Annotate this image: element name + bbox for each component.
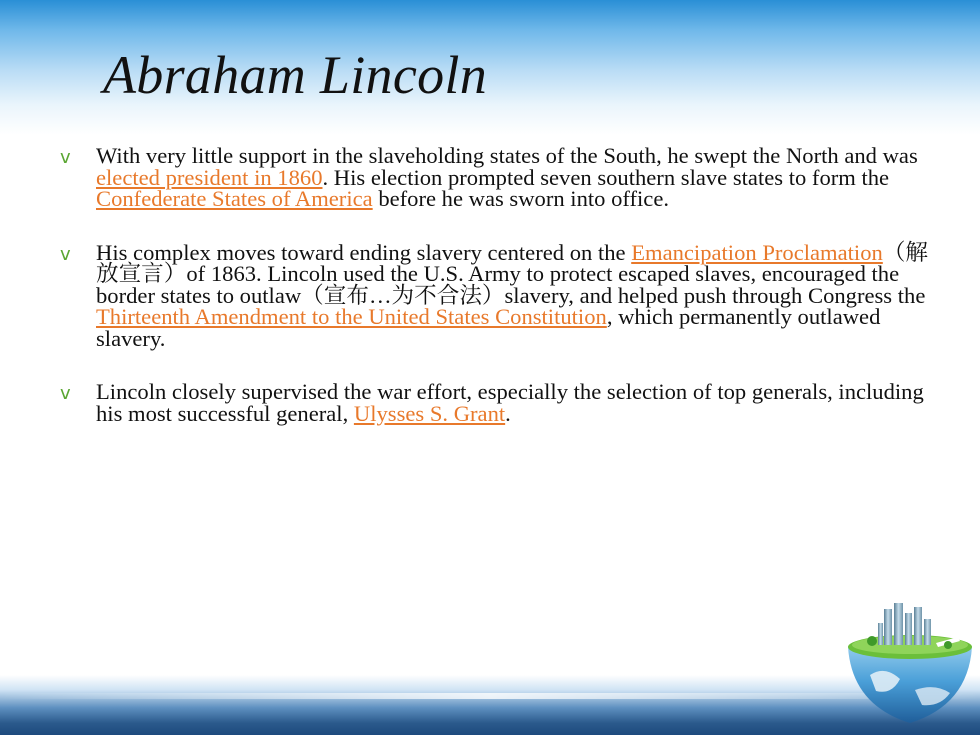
link-emancipation-proclamation[interactable]: Emancipation Proclamation [631, 239, 883, 265]
link-thirteenth-amendment[interactable]: Thirteenth Amendment to the United States Constitution [96, 304, 607, 329]
bullet-text: . His election prompted seven southern slave states to form the [322, 164, 890, 190]
slide-title: Abraham Lincoln [103, 45, 488, 105]
bullet-text: Lincoln closely supervised the war effort, especially the selection of top generals, including his most successful general, [96, 379, 924, 426]
bottom-decoration-band [0, 675, 980, 735]
bullet-text: His complex moves toward ending slavery centered on the [96, 239, 632, 265]
bullet-item [60, 239, 930, 351]
bullet-text: （解放宣言）of 1863. Lincoln used the U.S. Army to protect escaped slaves, encouraged the border states to outlaw（宣布…为不合法）slavery, and helped push through Congress the [96, 239, 928, 308]
link-confederate-states[interactable]: Confederate States of America [96, 186, 373, 211]
city-globe-icon [840, 595, 980, 730]
bullet-item [60, 145, 930, 210]
bullet-list [60, 145, 930, 424]
bullet-text: before he was sworn into office. [372, 186, 670, 211]
bullet-item [60, 381, 930, 424]
bullet-text: With very little support in the slaveholding states of the South, he swept the North and was [96, 143, 918, 168]
bullet-marker-icon: v [60, 383, 71, 404]
bullet-text: . [505, 400, 511, 426]
bullet-marker-icon: v [60, 147, 71, 168]
link-elected-president-1860[interactable]: elected president in 1860 [96, 164, 323, 190]
bullet-marker-icon: v [60, 243, 71, 265]
bullet-text: , which permanently outlawed slavery. [96, 304, 881, 351]
link-ulysses-s-grant[interactable]: Ulysses S. Grant [353, 400, 506, 426]
